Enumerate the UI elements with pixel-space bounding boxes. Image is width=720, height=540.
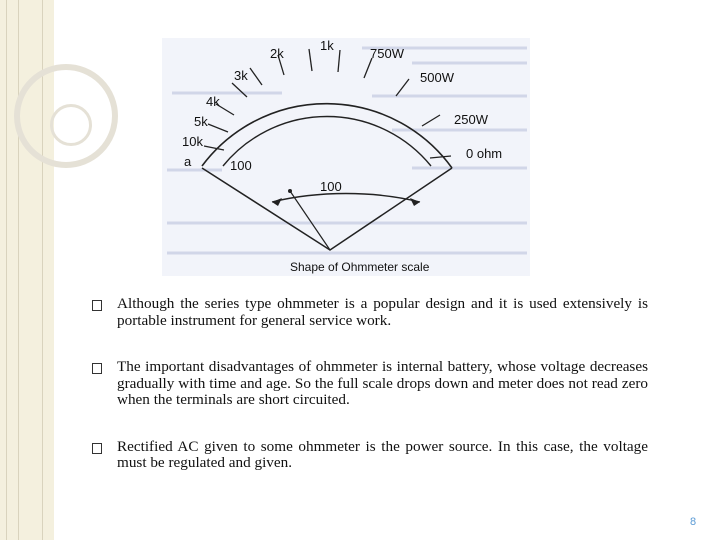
- scale-label-a: a: [184, 154, 192, 169]
- ohmmeter-scale-diagram: [162, 38, 530, 276]
- scale-label-750w: 750W: [370, 46, 404, 61]
- scale-label-0-ohm: 0 ohm: [466, 146, 503, 161]
- bullet-item: [92, 439, 648, 472]
- scale-label-3k: 3k: [234, 68, 248, 83]
- scale-label-250w: 250W: [454, 112, 488, 127]
- bullet-text: The important disadvantages of ohmmeter is internal battery, whose voltage decreases gradually with time and age. So the full scale drops down and meter does not read zero when the terminals are short circuited.: [117, 358, 648, 408]
- decorative-ring-small: [50, 104, 92, 146]
- bullet-square-icon: [92, 363, 102, 374]
- bullet-square-icon: [92, 300, 102, 311]
- ohmmeter-scale-figure: [162, 38, 530, 276]
- page-number: 8: [690, 516, 697, 528]
- scale-label-500w: 500W: [420, 70, 454, 85]
- bullet-square-icon: [92, 443, 102, 454]
- scale-label-100-left: 100: [230, 158, 252, 173]
- figure-caption: Shape of Ohmmeter scale: [290, 260, 430, 274]
- bullet-item: [92, 359, 648, 409]
- bullet-text: Although the series type ohmmeter is a popular design and it is used extensively is portable instrument for general service work.: [117, 295, 648, 329]
- bullet-item: [92, 296, 648, 329]
- scale-label-5k: 5k: [194, 114, 208, 129]
- scale-label-2k: 2k: [270, 46, 284, 61]
- scale-label-10k: 10k: [182, 134, 203, 149]
- scale-label-1k: 1k: [320, 38, 334, 53]
- scale-label-4k: 4k: [206, 94, 220, 109]
- bullet-text: Rectified AC given to some ohmmeter is the power source. In this case, the voltage must be regulated and given.: [117, 437, 648, 471]
- bullet-list: [92, 296, 648, 472]
- needle-label-100: 100: [320, 179, 342, 194]
